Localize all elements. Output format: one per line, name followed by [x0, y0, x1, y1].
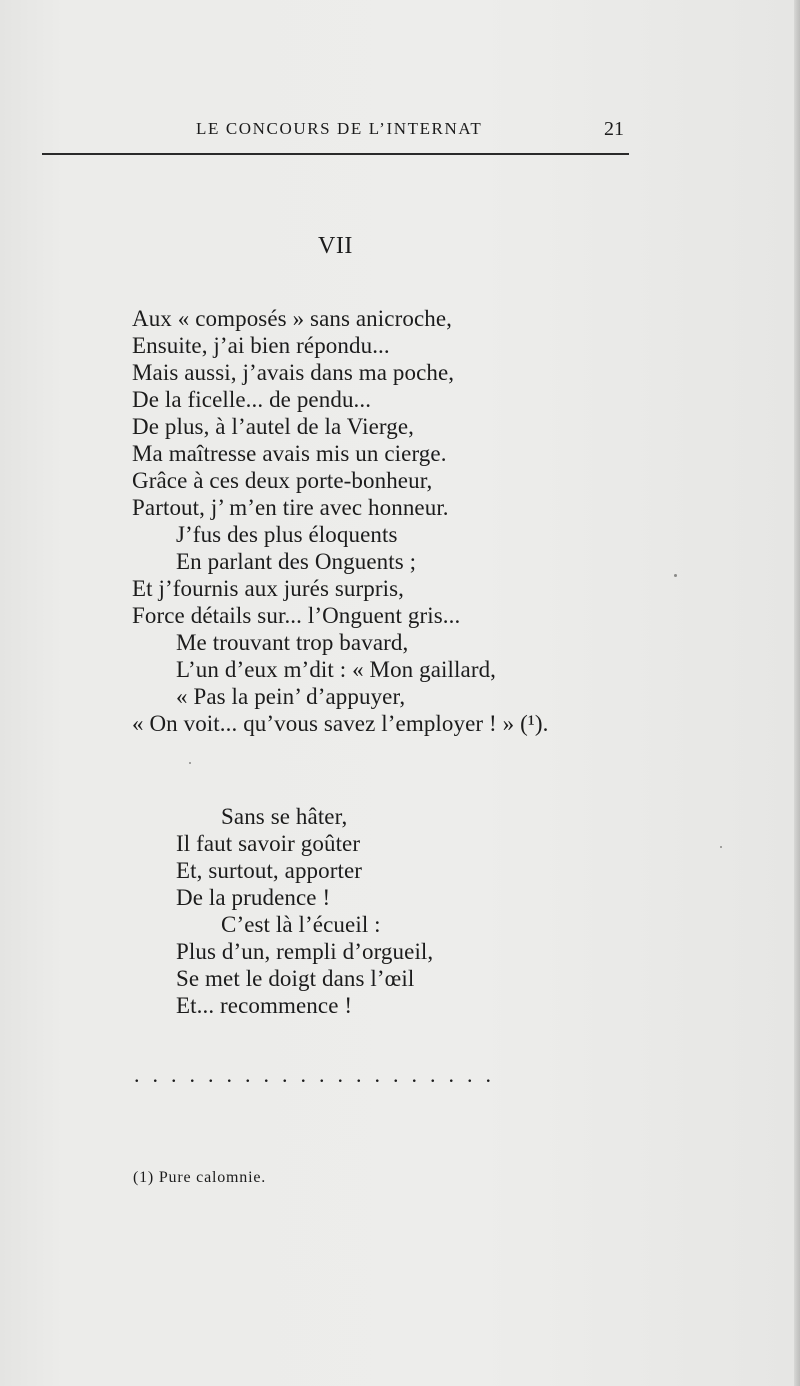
- verse-line: Aux « composés » sans anicroche,: [132, 306, 453, 331]
- section-heading: VII: [318, 233, 353, 259]
- verse-line: De plus, à l’autel de la Vierge,: [132, 414, 414, 439]
- verse-line: Et... recommence !: [176, 993, 353, 1018]
- paper-speck: [674, 574, 677, 577]
- verse-line: En parlant des Onguents ;: [176, 549, 417, 574]
- verse-line: Force détails sur... l’Onguent gris...: [132, 603, 461, 628]
- page-edge-shadow: [794, 0, 800, 1386]
- verse-line: C’est là l’écueil :: [221, 912, 381, 937]
- verse-line: Il faut savoir goûter: [176, 831, 361, 856]
- verse-line: Sans se hâter,: [221, 804, 348, 829]
- verse-line: De la ficelle... de pendu...: [132, 387, 372, 412]
- paper-speck: [720, 846, 722, 848]
- running-title: LE CONCOURS DE L’INTERNAT: [196, 119, 483, 138]
- verse-line: Mais aussi, j’avais dans ma poche,: [132, 360, 455, 385]
- verse-line: J’fus des plus éloquents: [176, 522, 398, 547]
- verse-line: Grâce à ces deux porte-bonheur,: [132, 468, 433, 493]
- verse-line: L’un d’eux m’dit : « Mon gaillard,: [176, 657, 497, 682]
- verse-line: Me trouvant trop bavard,: [176, 630, 409, 655]
- ellipsis-divider: ....................: [134, 1062, 504, 1087]
- page-number: 21: [604, 118, 624, 140]
- verse-line: Plus d’un, rempli d’orgueil,: [176, 939, 434, 964]
- verse-line: Partout, j’ m’en tire avec honneur.: [132, 495, 449, 520]
- verse-line: De la prudence !: [176, 885, 331, 910]
- footnote: (1) Pure calomnie.: [133, 1169, 267, 1186]
- verse-line: Ma maîtresse avais mis un cierge.: [132, 441, 447, 466]
- header-rule: [42, 153, 629, 155]
- verse-line: Se met le doigt dans l’œil: [176, 966, 415, 991]
- paper-speck: [189, 762, 191, 764]
- verse-line: Et, surtout, apporter: [176, 858, 363, 883]
- verse-line: Ensuite, j’ai bien répondu...: [132, 333, 390, 358]
- verse-line: Et j’fournis aux jurés surpris,: [132, 576, 405, 601]
- verse-line: « On voit... qu’vous savez l’employer ! » (¹).: [132, 711, 549, 736]
- verse-line: « Pas la pein’ d’appuyer,: [176, 684, 406, 709]
